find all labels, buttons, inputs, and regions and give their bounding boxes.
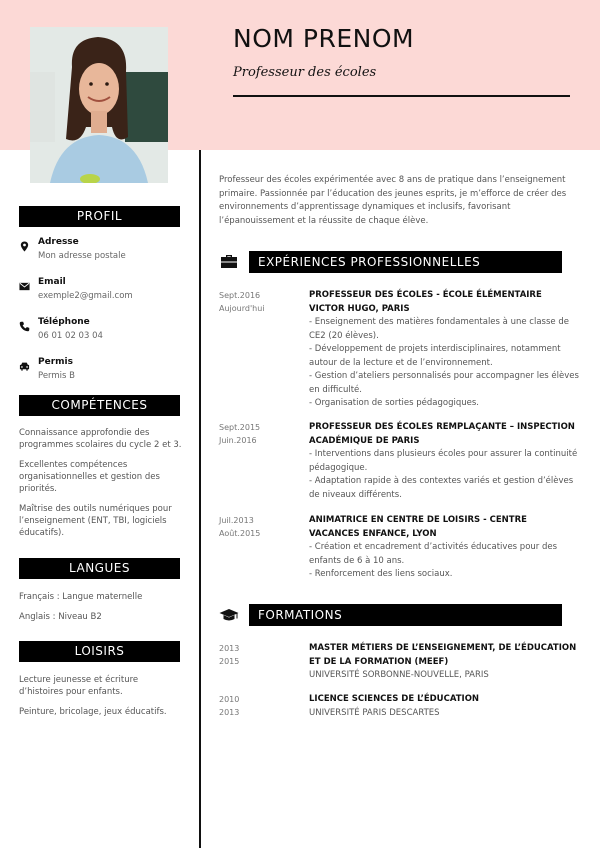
skill-item: Maîtrise des outils numériques pour l’enseignement (ENT, TBI, logiciels éducatifs). bbox=[19, 504, 172, 538]
profile-photo bbox=[30, 27, 168, 183]
language-item: Anglais : Niveau B2 bbox=[19, 612, 102, 622]
date-end: 2015 bbox=[219, 657, 240, 666]
school-name: UNIVERSITÉ PARIS DESCARTES bbox=[309, 707, 440, 718]
hobbies-heading: LOISIRS bbox=[19, 641, 180, 662]
profile-summary: Professeur des écoles expérimentée avec 8 ans de pratique dans l’enseignement primaire. Passionnée par l’éducation des jeunes esprits, je m’efforce de créer des environnements d’apprentissage dynamiques et inclusifs, favorisant l’épanouissement et la réussite de chaque élève. bbox=[219, 175, 567, 226]
contact-value: Permis B bbox=[38, 371, 76, 381]
entry-line: - Renforcement des liens sociaux. bbox=[309, 569, 453, 579]
date-end: Août.2015 bbox=[219, 529, 261, 538]
entry-line: - Création et encadrement d’activités éducatives pour des enfants de 6 à 10 ans. bbox=[309, 542, 558, 566]
entry-title: ANIMATRICE EN CENTRE DE LOISIRS - CENTRE VACANCES ENFANCE, LYON bbox=[309, 515, 527, 539]
entry-line: - Organisation de sorties pédagogiques. bbox=[309, 398, 480, 408]
briefcase-icon bbox=[219, 253, 239, 269]
contact-label: Adresse bbox=[38, 237, 79, 247]
date-end: Aujourd'hui bbox=[219, 304, 265, 313]
entry-title: PROFESSEUR DES ÉCOLES REMPLAÇANTE – INSPECTION ACADÉMIQUE DE PARIS bbox=[309, 422, 575, 446]
contact-label: Email bbox=[38, 277, 66, 287]
date-start: 2010 bbox=[219, 695, 240, 704]
car-icon bbox=[19, 361, 30, 372]
phone-icon bbox=[19, 321, 30, 332]
date-end: Juin.2016 bbox=[219, 436, 257, 445]
hobby-item: Lecture jeunesse et écriture d’histoires pour enfants. bbox=[19, 675, 139, 697]
contact-label: Téléphone bbox=[38, 317, 90, 327]
entry-line: - Gestion d’ateliers personnalisés pour accompagner les élèves en difficulté. bbox=[309, 371, 579, 395]
graduation-cap-icon bbox=[219, 607, 239, 623]
contact-label: Permis bbox=[38, 357, 73, 367]
entry-line: - Enseignement des matières fondamentales à une classe de CE2 (20 élèves). bbox=[309, 317, 569, 341]
contact-value: exemple2@gmail.com bbox=[38, 291, 133, 301]
contact-value: 06 01 02 03 04 bbox=[38, 331, 103, 341]
date-end: 2013 bbox=[219, 708, 240, 717]
entry-line: - Interventions dans plusieurs écoles pour assurer la continuité pédagogique. bbox=[309, 449, 578, 473]
entry-title: LICENCE SCIENCES DE L’ÉDUCATION bbox=[309, 694, 480, 704]
entry-line: - Développement de projets interdisciplinaires, notamment autour de la lecture et de l’environnement. bbox=[309, 344, 561, 368]
skills-heading: COMPÉTENCES bbox=[19, 395, 180, 416]
profile-heading: PROFIL bbox=[19, 206, 180, 227]
education-heading: FORMATIONS bbox=[249, 604, 562, 626]
entry-title: PROFESSEUR DES ÉCOLES - ÉCOLE ÉLÉMENTAIRE VICTOR HUGO, PARIS bbox=[309, 290, 542, 314]
date-start: Juil.2013 bbox=[219, 516, 254, 525]
languages-heading: LANGUES bbox=[19, 558, 180, 579]
skill-item: Connaissance approfondie des programmes scolaires du cycle 2 et 3. bbox=[19, 428, 182, 450]
language-item: Français : Langue maternelle bbox=[19, 592, 143, 602]
column-divider bbox=[199, 150, 201, 848]
location-pin-icon bbox=[19, 241, 30, 252]
candidate-name: NOM PRENOM bbox=[233, 24, 415, 53]
job-title: Professeur des écoles bbox=[233, 65, 377, 80]
entry-line: - Adaptation rapide à des contextes variés et gestion d’élèves de niveaux différents. bbox=[309, 476, 574, 500]
title-divider bbox=[233, 95, 570, 97]
date-start: 2013 bbox=[219, 644, 240, 653]
contact-value: Mon adresse postale bbox=[38, 251, 126, 261]
skill-item: Excellentes compétences organisationnelles et gestion des priorités. bbox=[19, 460, 160, 494]
experience-heading: EXPÉRIENCES PROFESSIONNELLES bbox=[249, 251, 562, 273]
date-start: Sept.2015 bbox=[219, 423, 261, 432]
hobby-item: Peinture, bricolage, jeux éducatifs. bbox=[19, 707, 167, 717]
date-start: Sept.2016 bbox=[219, 291, 261, 300]
entry-title: MASTER MÉTIERS DE L’ENSEIGNEMENT, DE L’ÉDUCATION ET DE LA FORMATION (MEEF) bbox=[309, 643, 577, 667]
envelope-icon bbox=[19, 281, 30, 292]
school-name: UNIVERSITÉ SORBONNE-NOUVELLE, PARIS bbox=[309, 670, 489, 680]
